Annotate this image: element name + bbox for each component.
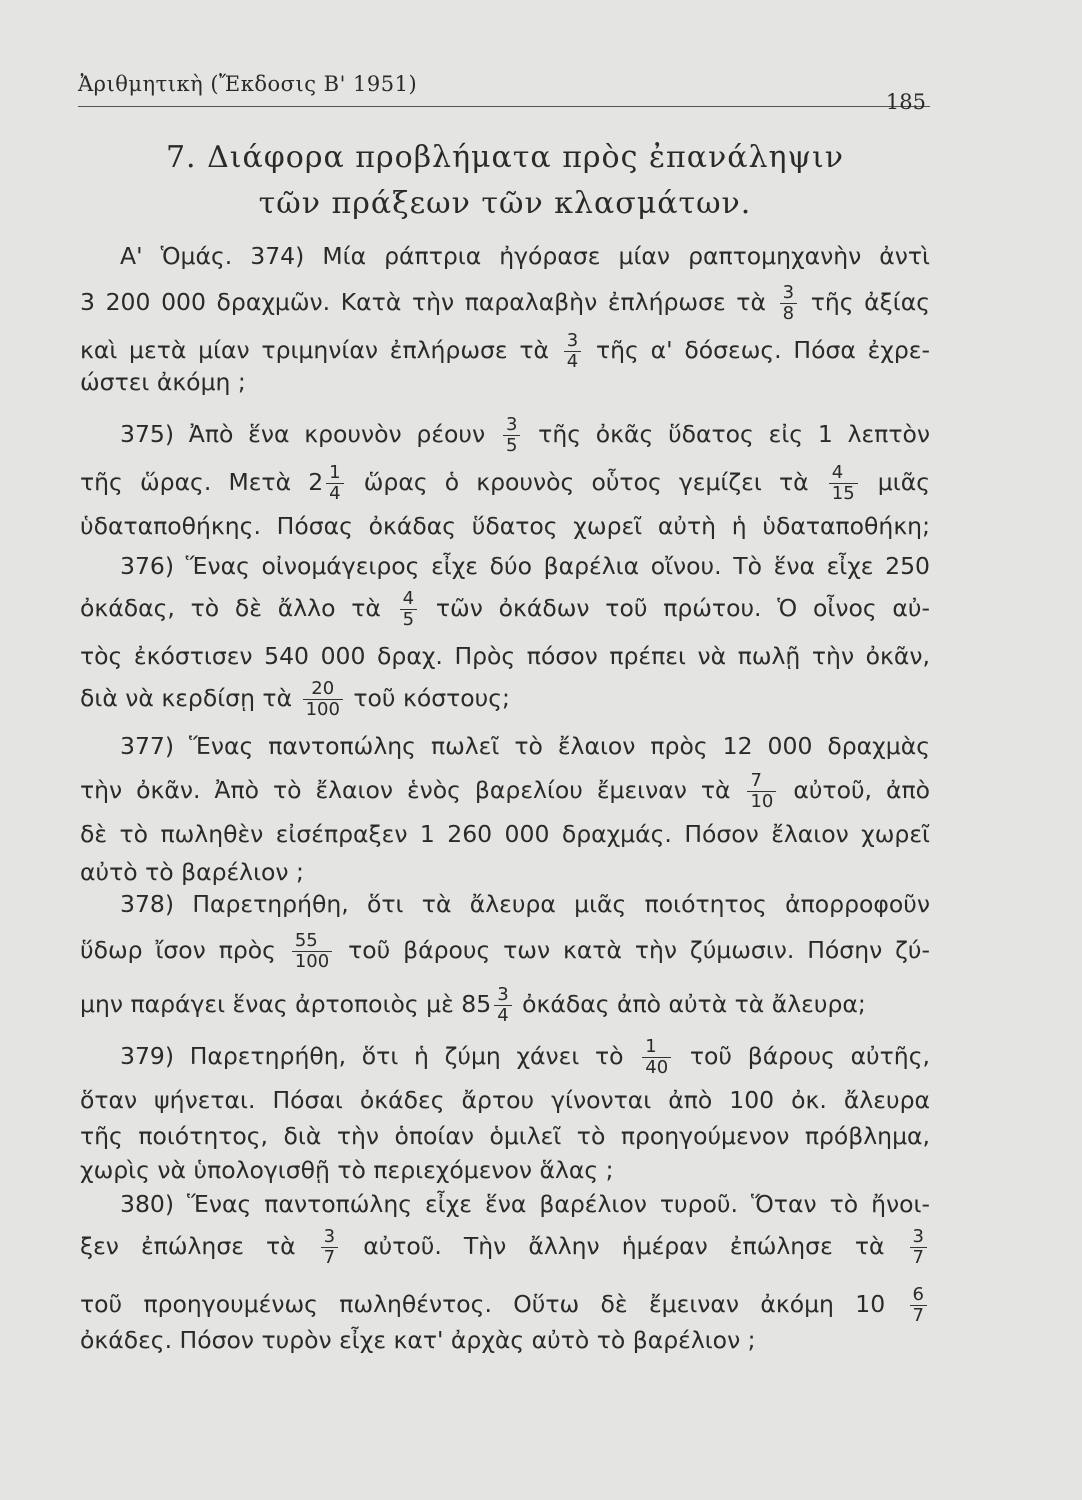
problem-380-line3: τοῦ προηγουμένως πωληθέντος. Οὕτω δὲ ἔμειναν ἀκόμη 10 $\frac{6}{7}$ [80, 1284, 930, 1324]
problem-374-line2: 3 200 000 δραχμῶν. Κατὰ τὴν παραλαβὴν ἐπλήρωσε τὰ $\frac{3}{8}$ τῆς ἀξίας [80, 282, 930, 324]
fraction: $\frac{4}{15}$ [829, 463, 858, 504]
page-number: 185 [885, 90, 926, 114]
fraction: $\frac{1}{4}$ [326, 463, 343, 504]
problem-374-line4: ώστει ἀκόμη ; [80, 368, 246, 396]
fraction: $\frac{1}{40}$ [642, 1037, 671, 1078]
problem-380-line2: ξεν ἐπώλησε τὰ $\frac{3}{7}$ αὐτοῦ. Τὴν ἄλλην ἡμέραν ἐπώλησε τὰ $\frac{3}{7}$ [80, 1226, 930, 1266]
fraction: $\frac{3}{7}$ [321, 1227, 338, 1268]
fraction: $\frac{3}{4}$ [564, 331, 581, 372]
fraction: $\frac{6}{7}$ [910, 1285, 927, 1326]
fraction: $\frac{3}{4}$ [494, 985, 511, 1026]
problem-375-line2: τῆς ὥρας. Μετὰ 2 $\frac{1}{4}$ ὥρας ὁ κρουνὸς οὗτος γεμίζει τὰ $\frac{4}{15}$ μιᾶς [80, 462, 930, 504]
running-title: Ἀριθμητικὴ (Ἔκδοσις Β' 1951) [78, 72, 418, 96]
fraction: $\frac{3}{5}$ [503, 415, 520, 456]
fraction: $\frac{3}{8}$ [780, 283, 797, 324]
problem-380-line1: 380) Ἕνας παντοπώλης εἶχε ἕνα βαρέλιον τυροῦ. Ὅταν τὸ ἤνοι- [120, 1190, 930, 1218]
problem-376-line2: ὀκάδας, τὸ δὲ ἄλλο τὰ $\frac{4}{5}$ τῶν ὀκάδων τοῦ πρώτου. Ὁ οἶνος αὐ- [80, 588, 930, 630]
problem-377-line4: αὐτὸ τὸ βαρέλιον ; [80, 858, 304, 886]
problem-374-line3: καὶ μετὰ μίαν τριμηνίαν ἐπλήρωσε τὰ $\frac{3}{4}$ τῆς α' δόσεως. Πόσα ἐχρε- [80, 330, 930, 372]
chapter-title-line1: 7. Διάφορα προβλήματα πρὸς ἐπανάληψιν [165, 140, 845, 175]
problem-379-line3: τῆς ποιότητος, διὰ τὴν ὁποίαν ὁμιλεῖ τὸ προηγούμενον πρόβλημα, [80, 1122, 930, 1150]
fraction: $\frac{20}{100}$ [303, 679, 343, 720]
problem-377-line3: δὲ τὸ πωληθὲν εἰσέπραξεν 1 260 000 δραχμάς. Πόσον ἔλαιον χωρεῖ [80, 820, 930, 848]
problem-377-line1: 377) Ἕνας παντοπώλης πωλεῖ τὸ ἔλαιον πρὸς 12 000 δραχμὰς [120, 732, 930, 760]
chapter-title-line2: τῶν πράξεων τῶν κλασμάτων. [258, 186, 752, 221]
problem-375-line3: ὑδαταποθήκης. Πόσας ὀκάδας ὕδατος χωρεῖ αὐτὴ ἡ ὑδαταποθήκη; [80, 512, 930, 540]
problem-376-line4: διὰ νὰ κερδίσῃ τὰ $\frac{20}{100}$ τοῦ κόστους; [80, 678, 510, 720]
fraction: $\frac{3}{7}$ [910, 1227, 927, 1268]
problem-374-line1: Α' Ὁμάς. 374) Μία ράπτρια ἠγόρασε μίαν ραπτομηχανὴν ἀντὶ [120, 242, 930, 270]
page-header [78, 72, 930, 114]
problem-376-line1: 376) Ἕνας οἰνομάγειρος εἶχε δύο βαρέλια οἴνου. Τὸ ἕνα εἶχε 250 [120, 552, 930, 580]
fraction: $\frac{4}{5}$ [400, 589, 417, 630]
problem-375-line1: 375) Ἀπὸ ἕνα κρουνὸν ρέουν $\frac{3}{5}$ τῆς ὀκᾶς ὕδατος εἰς 1 λεπτὸν [120, 414, 930, 456]
problem-377-line2: τὴν ὀκᾶν. Ἀπὸ τὸ ἔλαιον ἑνὸς βαρελίου ἔμειναν τὰ $\frac{7}{10}$ αὐτοῦ, ἀπὸ [80, 770, 930, 812]
fraction: $\frac{7}{10}$ [747, 771, 776, 812]
problem-380-line4: ὀκάδες. Πόσον τυρὸν εἶχε κατ' ἀρχὰς αὐτὸ τὸ βαρέλιον ; [80, 1326, 756, 1354]
problem-379-line1: 379) Παρετηρήθη, ὅτι ἡ ζύμη χάνει τὸ $\frac{1}{40}$ τοῦ βάρους αὐτῆς, [120, 1036, 930, 1078]
problem-379-line4: χωρὶς νὰ ὑπολογισθῇ τὸ περιεχόμενον ἅλας ; [80, 1156, 614, 1184]
problem-378-line1: 378) Παρετηρήθη, ὅτι τὰ ἄλευρα μιᾶς ποιότητος ἀπορροφοῦν [120, 890, 930, 918]
problem-376-line3: τὸς ἐκόστισεν 540 000 δραχ. Πρὸς πόσον πρέπει νὰ πωλῇ τὴν ὀκᾶν, [80, 642, 930, 670]
problem-379-line2: ὅταν ψήνεται. Πόσαι ὀκάδες ἄρτου γίνονται ἀπὸ 100 ὀκ. ἄλευρα [80, 1086, 930, 1114]
problem-378-line2: ὕδωρ ἴσον πρὸς $\frac{55}{100}$ τοῦ βάρους των κατὰ τὴν ζύμωσιν. Πόσην ζύ- [80, 930, 930, 972]
fraction: $\frac{55}{100}$ [292, 931, 332, 972]
problem-378-line3: μην παράγει ἕνας ἀρτοποιὸς μὲ 85 $\frac{3}{4}$ ὀκάδας ἀπὸ αὐτὰ τὰ ἄλευρα; [80, 984, 866, 1026]
